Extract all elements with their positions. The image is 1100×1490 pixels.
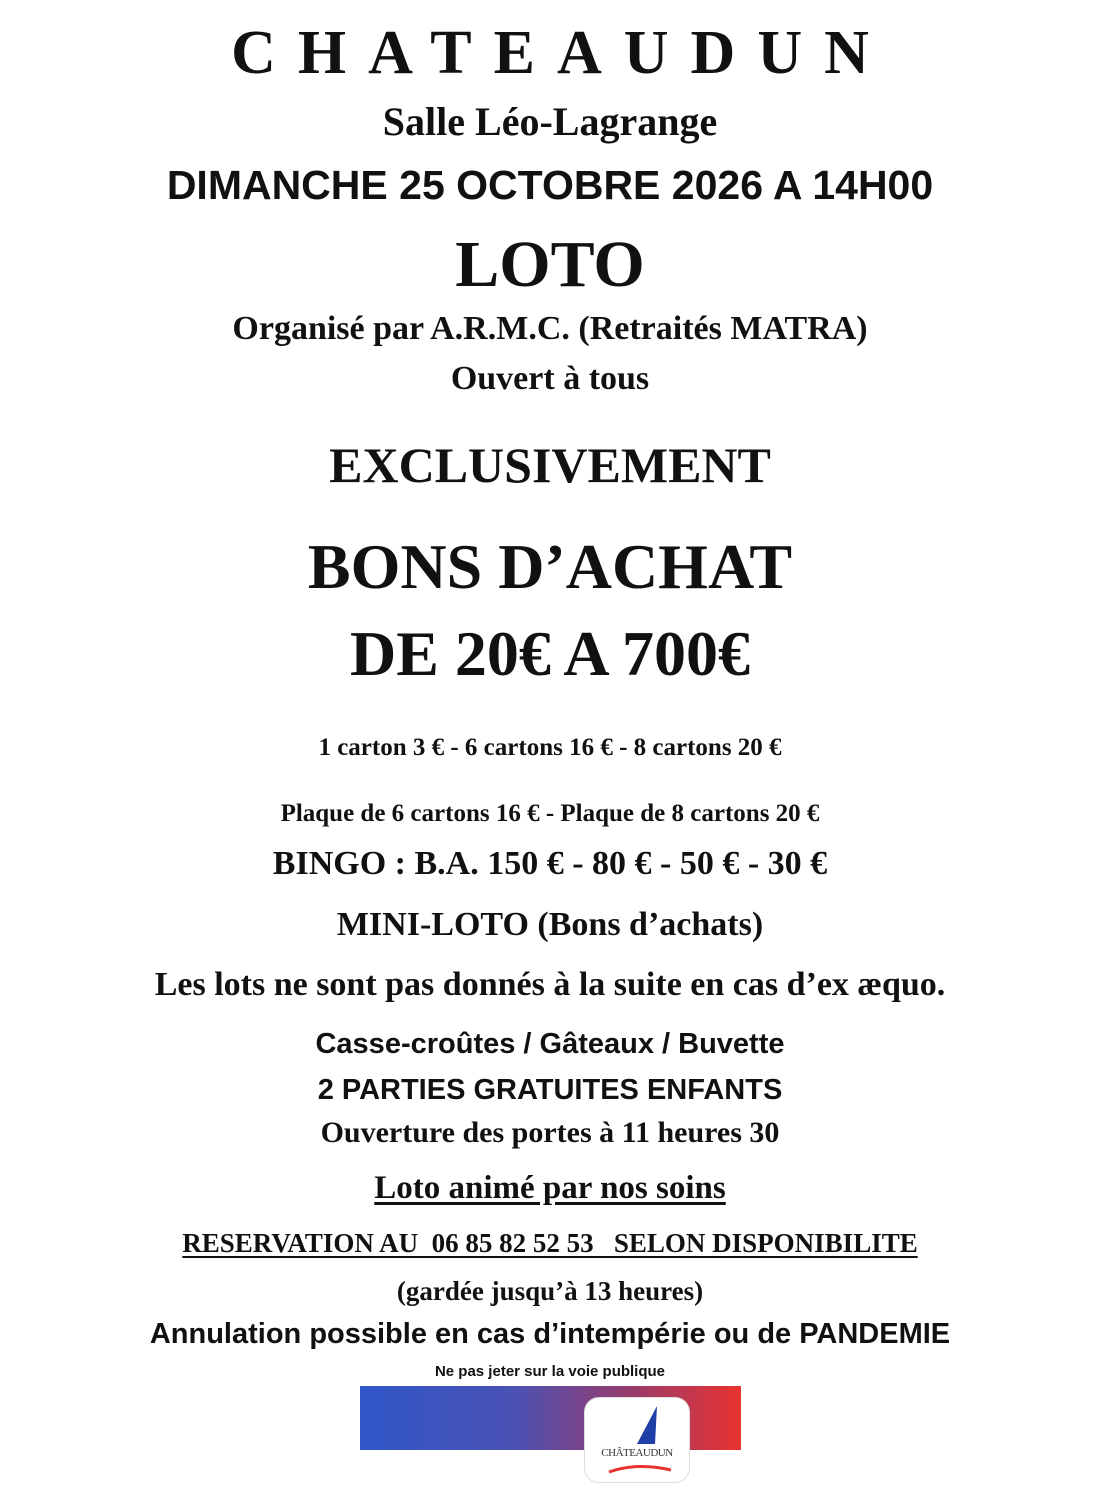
logo-text: CHÂTEAUDUN <box>601 1447 673 1459</box>
cancellation-notice: Annulation possible en cas d’intempérie ou de PANDEMIE <box>149 1318 951 1350</box>
doors-opening: Ouverture des portes à 11 heures 30 <box>320 1116 780 1149</box>
reservation-kept-until: (gardée jusqu’à 13 heures) <box>396 1276 704 1306</box>
exclusive-label: EXCLUSIVEMENT <box>329 437 771 493</box>
card-prices: 1 carton 3 € - 6 cartons 16 € - 8 cartons 20 € <box>318 734 782 761</box>
ex-aequo-rule: Les lots ne sont pas donnés à la suite en cas d’ex æquo. <box>154 966 946 1003</box>
bingo-prizes: BINGO : B.A. 150 € - 80 € - 50 € - 30 € <box>272 845 828 882</box>
food-info: Casse-croûtes / Gâteaux / Buvette <box>315 1028 785 1060</box>
prizes-headline: BONS D’ACHAT <box>307 531 793 602</box>
event-title: LOTO <box>455 228 645 301</box>
organizer-line: Organisé par A.R.M.C. (Retraités MATRA) <box>232 310 868 347</box>
venue-name: Salle Léo-Lagrange <box>382 99 718 144</box>
chateaudun-logo <box>585 1398 689 1482</box>
open-to-all: Ouvert à tous <box>450 360 650 397</box>
plate-prices: Plaque de 6 cartons 16 € - Plaque de 8 cartons 20 € <box>280 800 820 827</box>
sail-icon <box>585 1398 689 1482</box>
no-litter-notice: Ne pas jeter sur la voie publique <box>434 1363 666 1380</box>
event-date: DIMANCHE 25 OCTOBRE 2026 A 14H00 <box>166 162 934 208</box>
kids-free-games: 2 PARTIES GRATUITES ENFANTS <box>317 1074 783 1106</box>
mini-loto: MINI-LOTO (Bons d’achats) <box>336 906 764 943</box>
animation-info: Loto animé par nos soins <box>374 1170 726 1206</box>
prizes-range: DE 20€ A 700€ <box>349 618 751 689</box>
reservation-phone: RESERVATION AU 06 85 82 52 53 SELON DISPONIBILITE <box>182 1228 918 1258</box>
city-title: CHATEAUDUN <box>231 19 891 87</box>
